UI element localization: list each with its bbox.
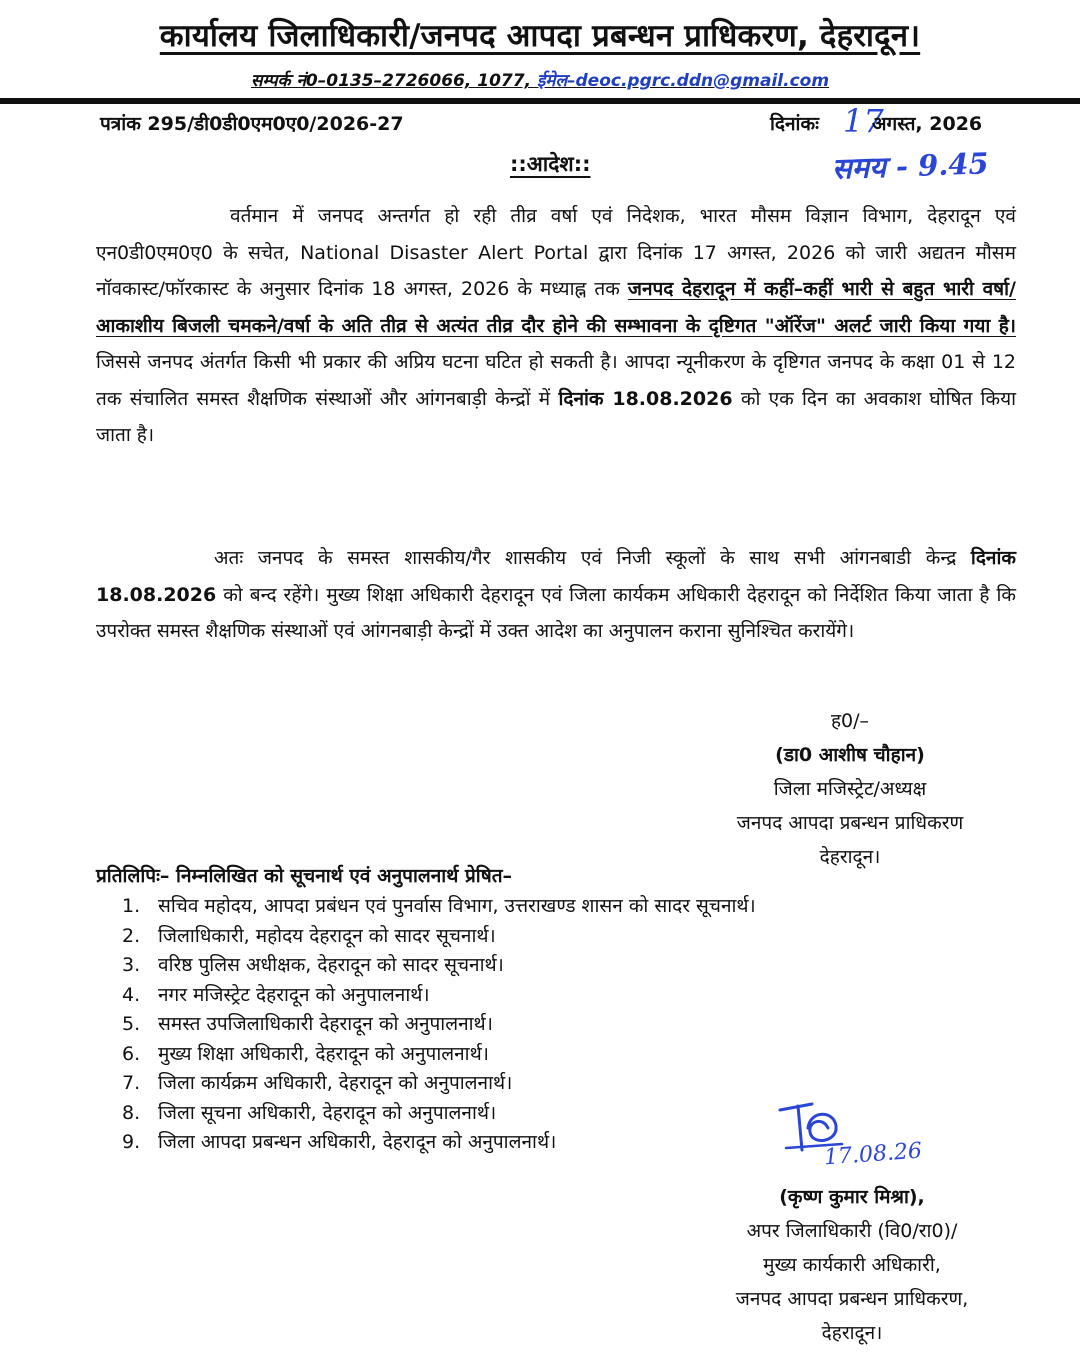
list-item: 4. नगर मजिस्ट्रेट देहरादून को अनुपालनार्थ। [122, 983, 430, 1006]
p1-alert-text: जनपद देहरादून में कहीं–कहीं भारी से बहुत भारी वर्षा/आकाशीय बिजली चमकने/वर्षा के अति तीव्र से अत्यंत तीव्र दौर होने की सम्भावना के दृष्टिगत "ऑरेंज" अलर्ट जारी किया गया है। [96, 278, 1016, 337]
p1-holiday-date: दिनांक 18.08.2026 [558, 387, 733, 410]
list-item: 6. मुख्य शिक्षा अधिकारी, देहरादून को अनुपालनार्थ। [122, 1042, 489, 1065]
signatory-dm-designation-2: जनपद आपदा प्रबन्धन प्राधिकरण [736, 812, 964, 834]
order-paragraph-2 [96, 540, 1016, 650]
signatory-dm-designation-1: जिला मजिस्ट्रेट/अध्यक्ष [773, 778, 927, 800]
date-label: दिनांकः [770, 113, 819, 135]
signatory-adm-designation-1: अपर जिलाधिकारी (वि0/रा0)/ [746, 1220, 958, 1242]
order-title: ::आदेश:: [510, 152, 591, 176]
p1-text-e: को एक दिन का अवकाश घोषित किया जाता है। [96, 387, 1017, 446]
signatory-dm [640, 704, 1060, 874]
signatory-adm-name: (कृष्ण कुमार मिश्रा), [779, 1186, 925, 1208]
date-month-year: अगस्त, 2026 [872, 113, 983, 135]
p2-closure-date: दिनांक 18.08.2026 [96, 547, 1016, 606]
signed-mark: ह0/– [830, 710, 870, 732]
signatory-adm-designation-2: मुख्य कार्यकारी अधिकारी, [763, 1254, 941, 1276]
contact-line [0, 68, 1080, 91]
handwritten-time-note: समय - 9.45 [831, 146, 990, 186]
list-item: 8. जिला सूचना अधिकारी, देहरादून को अनुपालनार्थ। [122, 1101, 497, 1124]
list-item: 1. सचिव महोदय, आपदा प्रबंधन एवं पुनर्वास विभाग, उत्तराखण्ड शासन को सादर सूचनार्थ। [122, 895, 756, 917]
signatory-dm-place: देहरादून। [819, 846, 881, 868]
p1-text-a: वर्तमान में जनपद अन्तर्गत हो रही तीव्र वर्षा एवं निदेशक, भारत मौसम विज्ञान विभाग, देहरादून एवं एन0डी0एम0ए0 के सचेत, National Disaster Alert Portal द्वारा दिनांक 17 अगस्त, 2026 को जारी अद्यतन मौसम नॉवकास्ट/फॉरकास्ट के अनुसार दिनांक 18 अगस्त, 2026 के मध्याह्न तक [96, 205, 1016, 300]
signatory-adm-designation-3: जनपद आपदा प्रबन्धन प्राधिकरण, [735, 1288, 969, 1310]
list-item: 2. जिलाधिकारी, महोदय देहरादून को सादर सूचनार्थ। [122, 924, 496, 947]
copy-to-heading: प्रतिलिपिः– निम्नलिखित को सूचनार्थ एवं अनुपालनार्थ प्रेषित– [96, 865, 513, 887]
p1-text-c: जिससे जनपद अंतर्गत किसी भी प्रकार की अप्रिय घटना घटित हो सकती है। आपदा न्यूनीकरण के दृष्टिगत जनपद के कक्षा 01 से 12 तक संचालित समस्त शैक्षणिक संस्थाओं और आंगनबाड़ी केन्द्रों में [96, 351, 1016, 410]
handwritten-date-day: 17 [843, 102, 884, 140]
header-divider [0, 98, 1080, 104]
signatory-adm [662, 1180, 1042, 1350]
list-item: 5. समस्त उपजिलाधिकारी देहरादून को अनुपालनार्थ। [122, 1013, 493, 1035]
contact-phone: सम्पर्क नं0–0135–2726066, 1077, [250, 71, 537, 91]
list-item: 7. जिला कार्यक्रम अधिकारी, देहरादून को अनुपालनार्थ। [122, 1072, 513, 1094]
handwritten-sign-date: 17.08.26 [823, 1138, 923, 1171]
p2-text-c: को बन्द रहेंगे। मुख्य शिक्षा अधिकारी देहरादून एवं जिला कार्यकम अधिकारी देहरादून को निर्देशित किया जाता है कि उपरोक्त समस्त शैक्षणिक संस्थाओं एवं आंगनबाड़ी केन्द्रों में उक्त आदेश का अनुपालन कराना सुनिश्चित करायेंगे। [96, 583, 1016, 642]
order-paragraph-1 [96, 198, 1016, 454]
list-item: 3. वरिष्ठ पुलिस अधीक्षक, देहरादून को सादर सूचनार्थ। [122, 954, 504, 976]
list-item: 9. जिला आपदा प्रबन्धन अधिकारी, देहरादून को अनुपालनार्थ। [122, 1131, 557, 1153]
office-title: कार्यालय जिलाधिकारी/जनपद आपदा प्रबन्धन प्राधिकरण, देहरादून। [159, 18, 921, 54]
reference-number: पत्रांक 295/डी0डी0एम0ए0/2026-27 [100, 113, 404, 135]
copy-to-list [122, 892, 1002, 1158]
signatory-adm-place: देहरादून। [821, 1322, 883, 1344]
signatory-dm-name: (डा0 आशीष चौहान) [775, 744, 925, 766]
contact-email: ईमेल–deoc.pgrc.ddn@gmail.com [536, 71, 830, 91]
p2-text-a: अतः जनपद के समस्त शासकीय/गैर शासकीय एवं निजी स्कूलों के साथ सभी आंगनबाडी केन्द्र [214, 547, 971, 569]
